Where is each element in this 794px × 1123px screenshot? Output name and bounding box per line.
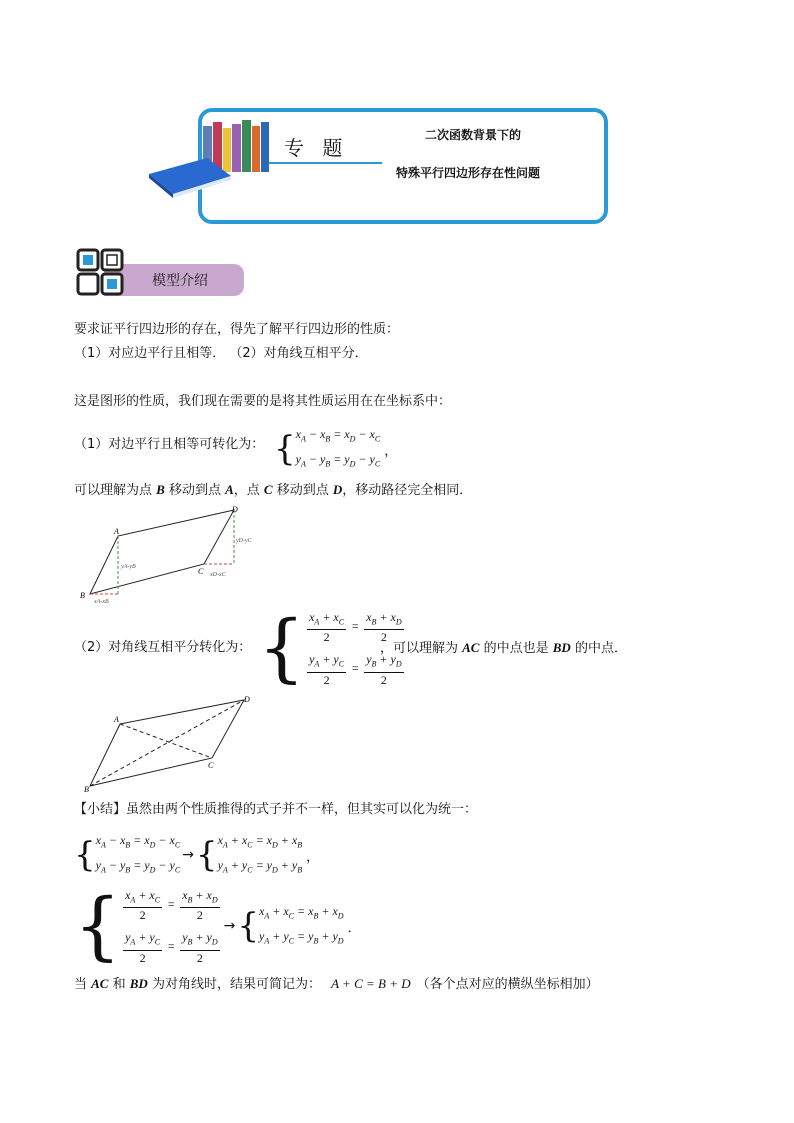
paragraph-4: （1）对边平行且相等可转化为：: [74, 437, 265, 452]
header-topic: 专 题: [284, 136, 349, 160]
label-ya-yb: yA-yB: [121, 564, 136, 570]
label-D: D: [244, 695, 250, 704]
label-xd-xc: xD-xC: [210, 572, 226, 578]
paragraph-6-suffix: ，可以理解为 AC 的中点也是 BD 的中点．: [380, 640, 627, 656]
section-title: 模型介绍: [152, 273, 208, 289]
label-A: A: [114, 527, 119, 536]
final-paragraph: 当 AC 和 BD 为对角线时，结果可简记为： A + C = B + D （各个点对应的横纵坐标相加）: [74, 976, 599, 992]
equation-system-1: { $x_A - x_B = x_D - x_C$ $y_A - y_B = y_D - y_C$ ，: [274, 427, 398, 470]
parallelogram-figure-2: [82, 692, 262, 796]
header-subtitle-2: 特殊平行四边形存在性问题: [396, 166, 541, 180]
paragraph-5: 可以理解为点 B 移动到点 A，点 C 移动到点 D，移动路径完全相同．: [74, 482, 473, 498]
books-icon: [145, 118, 275, 198]
parallelogram-figure-1: [78, 502, 252, 606]
paragraph-2: （1）对应边平行且相等． （2）对角线互相平分．: [74, 346, 368, 361]
equation-system-4: { $\frac{x_A + x_C}{2}$ = $\frac{x_B + x_D}{2}$ $\frac{y_A + y_C}{2}$ = $\frac{y_B + y_D}{2}$ → { $x_A + x_C = x_B + x_D$ $y_A + y_C = y_B + y_D$ ．: [74, 883, 361, 970]
label-yd-yc: yD-yC: [236, 538, 252, 544]
equation-system-2: { $\frac{x_A + x_C}{2}$ = $\frac{x_B + x_D}{2}$ $\frac{y_A + y_C}{2}$ = $\frac{y_B + y_D}{2}$: [258, 605, 402, 692]
label-C: C: [208, 761, 214, 770]
label-C: C: [198, 567, 204, 576]
label-B: B: [84, 785, 89, 794]
paragraph-1: 要求证平行四边形的存在，得先了解平行四边形的性质：: [74, 322, 400, 337]
label-B: B: [80, 591, 85, 600]
label-xa-xb: xA-xB: [94, 599, 109, 605]
label-D: D: [232, 505, 238, 514]
header-subtitle-1: 二次函数背景下的: [425, 128, 522, 142]
paragraph-3: 这是图形的性质，我们现在需要的是将其性质运用在在坐标系中：: [74, 394, 452, 409]
final-formula: A + C = B + D: [331, 976, 411, 991]
equation-system-3: { $x_A - x_B = x_D - x_C$ $y_A - y_B = y_D - y_C$ → { $x_A + x_C = x_D + x_B$ $y_A + y_C = y_D + y_B$ ，: [74, 833, 320, 876]
summary-paragraph: 【小结】虽然由两个性质推得的式子并不一样，但其实可以化为统一：: [74, 802, 478, 817]
label-A: A: [114, 715, 119, 724]
grid-squares-icon: [74, 248, 130, 300]
paragraph-6: （2）对角线互相平分转化为：: [74, 640, 252, 655]
